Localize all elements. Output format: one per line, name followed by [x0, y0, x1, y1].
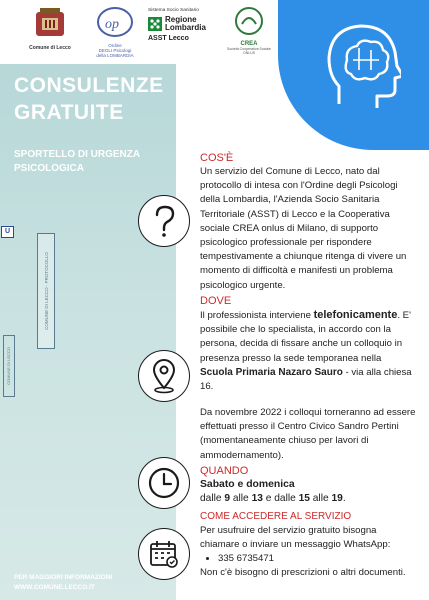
dove-intro: Il professionista interviene: [200, 310, 311, 321]
hour-1: 9: [224, 493, 231, 504]
cose-body: Un servizio del Comune di Lecco, nato dal protocollo di intesa con l'Ordine degli Psicologi della Lombardia, l'Azienda Socio Sanitaria Territoriale (ASST) di Lecco e la Cooperativa sociale CREA onlus di Milano, di supporto psicologico professionale per rispondere tempestivamente a chiunque ritenga di vivere un momento di difficoltà e manifesti un problema psicologico urgente.: [200, 166, 407, 291]
location-circle: [138, 350, 190, 402]
calendar-circle: [138, 528, 190, 580]
dove-bold-scuola: Scuola Primaria Nazaro Sauro: [200, 366, 343, 378]
subtitle-line-1: SPORTELLO DI URGENZA: [14, 149, 141, 160]
cose-heading: COS'È: [200, 152, 234, 164]
quando-hours: [200, 492, 416, 506]
sistema-label: Sistema Socio Sanitario: [148, 8, 199, 13]
comune-caption: Comune di Lecco: [29, 45, 71, 51]
footer-info-label: PER MAGGIORI INFORMAZIONI: [14, 574, 113, 581]
regione-logo: [148, 8, 214, 42]
regione-line-2: Lombardia: [165, 23, 206, 32]
calendar-icon: [139, 529, 189, 579]
protocol-stamp: COMUNE DI LECCO - PROTOCOLLO: [37, 233, 55, 349]
dove-mid: . E' possibile che lo specialista, in accordo con la persona, decida di fissare anche un colloquio in presenza presso la sede temporanea nella: [200, 310, 411, 364]
hours-mid-3: alle: [309, 493, 332, 504]
dove-novembre: Da novembre 2022 i colloqui torneranno ad essere effettuati presso il Centro Civico Sandro Pertini (momentaneamente chiuso per lavori di ammodernamento).: [200, 407, 416, 461]
crea-sub: Società Cooperativa Sociale ONLUS: [227, 47, 271, 55]
hours-mid-1: alle: [230, 493, 252, 504]
sidebar-subtitle: [14, 148, 140, 176]
regione-line-1: Regione: [165, 15, 197, 24]
phone-number[interactable]: • 335 6735471: [218, 552, 416, 566]
accedere-phone-list: [200, 552, 416, 566]
clock-icon: [139, 458, 189, 508]
ordine-line-2: DEGLI Psicologi: [98, 48, 132, 53]
clock-circle: [138, 457, 190, 509]
protocol-stamp-small: COMUNE DI LECCO: [3, 335, 15, 397]
title-line-1: CONSULENZE: [14, 74, 164, 97]
footer-website-link[interactable]: WWW.COMUNE.LECCO.IT: [14, 584, 95, 591]
question-circle: [138, 195, 190, 247]
ordine-line-1: Ordine: [108, 43, 122, 48]
hours-end: .: [342, 493, 346, 504]
question-mark-icon: [139, 196, 189, 246]
hour-4: 19: [331, 493, 343, 504]
dove-after: - via alla chiesa 16.: [200, 366, 412, 393]
hours-mid-2: e dalle: [262, 493, 299, 504]
crea-logo: [222, 6, 276, 55]
subtitle-line-2: PSICOLOGICA: [14, 163, 85, 174]
title-line-2: GRATUITE: [14, 101, 124, 124]
asst-label: ASST Lecco: [148, 35, 189, 42]
sidebar-title: [14, 72, 164, 126]
hours-pre: dalle: [200, 493, 225, 504]
hour-2: 13: [251, 493, 263, 504]
accedere-heading: COME ACCEDERE AL SERVIZIO: [200, 511, 352, 522]
crea-label: CREA: [240, 41, 258, 47]
rosa-camuna-icon: [148, 17, 162, 31]
ordine-logo: [90, 6, 140, 58]
coat-of-arms-icon: [34, 6, 66, 40]
sidebar-footer: [14, 573, 112, 593]
hour-3: 15: [298, 493, 310, 504]
quando-heading: QUANDO: [200, 465, 249, 477]
protocol-stamp-u: U: [1, 226, 14, 238]
location-pin-icon: [139, 351, 189, 401]
ordine-line-3: della LOMBARDIA: [96, 53, 134, 58]
ordine-mark-icon: [95, 6, 135, 38]
sidebar-panel: [0, 64, 176, 600]
dove-body: [200, 308, 416, 394]
accedere-note: Non c'è bisogno di prescrizioni o altri documenti.: [200, 567, 406, 578]
head-brain-icon: [325, 20, 401, 120]
quando-days: Sabato e domenica: [200, 479, 295, 490]
crea-circle-icon: [234, 6, 264, 36]
comune-logo: [20, 6, 80, 51]
accedere-body: Per usufruire del servizio gratuito bisogna chiamare o inviare un messaggio WhatsApp:: [200, 525, 391, 551]
dove-bold-telefonicamente: telefonicamente: [313, 309, 398, 321]
svg-text:op: op: [105, 17, 119, 32]
dove-heading: DOVE: [200, 295, 232, 307]
